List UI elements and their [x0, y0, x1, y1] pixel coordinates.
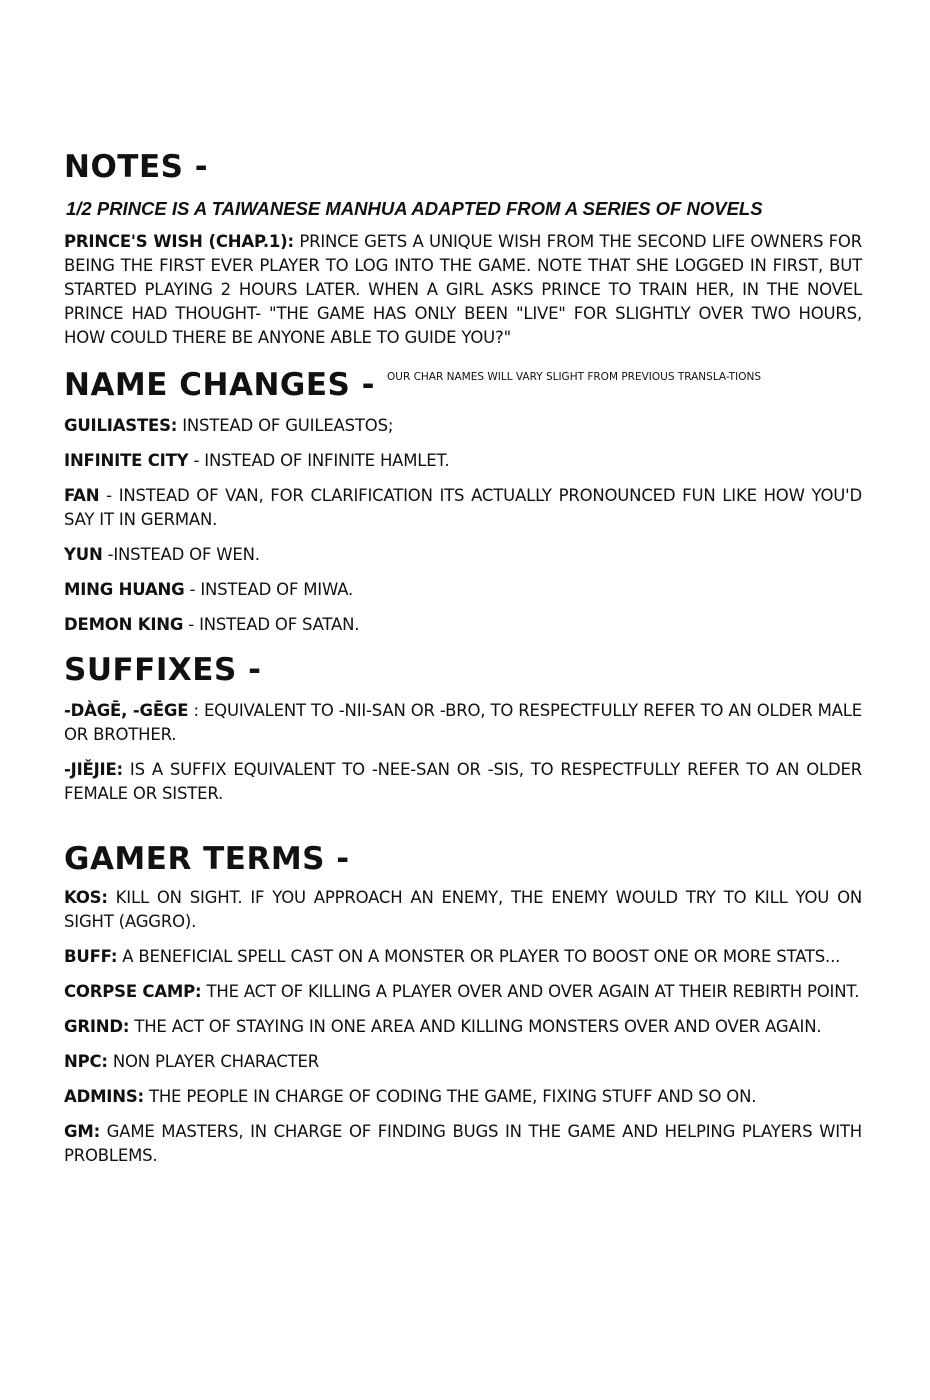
- definition: : EQUIVALENT TO -NII-SAN OR -BRO, TO RESPECTFULLY REFER TO AN OLDER MALE OR BROTHER.: [64, 701, 862, 744]
- definition: INSTEAD OF GUILEASTOS;: [177, 416, 394, 435]
- prince-wish-text: PRINCE GETS A UNIQUE WISH FROM THE SECOND LIFE OWNERS FOR BEING THE FIRST EVER PLAYER TO LOG INTO THE GAME. NOTE THAT SHE LOGGED IN FIRST, BUT STARTED PLAYING 2 HOURS LATER. WHEN A GIRL ASKS PRINCE TO TRAIN HER, IN THE NOVEL PRINCE HAD THOUGHT- "THE GAME HAS ONLY BEEN "LIVE" FOR SLIGHTLY OVER TWO HOURS, HOW COULD THERE BE ANYONE ABLE TO GUIDE YOU?": [64, 232, 862, 347]
- name-change-item: [64, 414, 862, 438]
- intro-part-2: TAIWANESE: [211, 198, 321, 219]
- gamer-term-item: [64, 980, 862, 1004]
- name-change-item: [64, 484, 862, 532]
- name-change-item: [64, 543, 862, 567]
- notes-heading: NOTES -: [64, 149, 209, 185]
- term: INFINITE CITY: [64, 451, 189, 470]
- definition: - INSTEAD OF MIWA.: [184, 580, 354, 599]
- term: CORPSE CAMP:: [64, 982, 202, 1001]
- name-changes-heading: NAME CHANGES -: [64, 367, 375, 403]
- term: -JIĚJIE:: [64, 760, 123, 779]
- gamer-term-item: [64, 1015, 862, 1039]
- definition: - INSTEAD OF VAN, FOR CLARIFICATION ITS ACTUALLY PRONOUNCED FUN LIKE HOW YOU'D SAY IT IN GERMAN.: [64, 486, 862, 529]
- intro-part-3: MANHUA ADAPTED FROM A SERIES OF NOVELS: [320, 198, 763, 219]
- term: GUILIASTES:: [64, 416, 178, 435]
- definition: IS A SUFFIX EQUIVALENT TO -NEE-SAN OR -SIS, TO RESPECTFULLY REFER TO AN OLDER FEMALE OR SISTER.: [64, 760, 862, 803]
- name-change-item: [64, 449, 862, 473]
- term: ADMINS:: [64, 1087, 144, 1106]
- name-changes-header: [64, 366, 862, 404]
- definition: THE ACT OF STAYING IN ONE AREA AND KILLING MONSTERS OVER AND OVER AGAIN.: [129, 1017, 822, 1036]
- term: GRIND:: [64, 1017, 130, 1036]
- suffix-item: [64, 758, 862, 806]
- term: MING HUANG: [64, 580, 185, 599]
- name-change-item: [64, 613, 862, 637]
- definition: THE PEOPLE IN CHARGE OF CODING THE GAME, FIXING STUFF AND SO ON.: [143, 1087, 757, 1106]
- term: YUN: [64, 545, 103, 564]
- definition: KILL ON SIGHT. IF YOU APPROACH AN ENEMY, THE ENEMY WOULD TRY TO KILL YOU ON SIGHT (AGGRO).: [64, 888, 862, 931]
- prince-wish-note: [64, 230, 862, 350]
- definition: - INSTEAD OF SATAN.: [183, 615, 360, 634]
- definition: GAME MASTERS, IN CHARGE OF FINDING BUGS IN THE GAME AND HELPING PLAYERS WITH PROBLEMS.: [64, 1122, 862, 1165]
- term: KOS:: [64, 888, 108, 907]
- gamer-term-item: [64, 1120, 862, 1168]
- gamer-term-item: [64, 1050, 862, 1074]
- term: NPC:: [64, 1052, 108, 1071]
- suffixes-heading: SUFFIXES -: [64, 652, 262, 688]
- term: DEMON KING: [64, 615, 184, 634]
- definition: THE ACT OF KILLING A PLAYER OVER AND OVER AGAIN AT THEIR REBIRTH POINT.: [201, 982, 860, 1001]
- gamer-term-item: [64, 1085, 862, 1109]
- term: GM:: [64, 1122, 100, 1141]
- definition: -INSTEAD OF WEN.: [102, 545, 260, 564]
- gamer-term-item: [64, 945, 862, 969]
- definition: - INSTEAD OF INFINITE HAMLET.: [188, 451, 450, 470]
- term: BUFF:: [64, 947, 118, 966]
- prince-wish-term: PRINCE'S WISH (CHAP.1):: [64, 232, 294, 251]
- gamer-term-item: [64, 886, 862, 934]
- definition: A BENEFICIAL SPELL CAST ON A MONSTER OR PLAYER TO BOOST ONE OR MORE STATS...: [117, 947, 841, 966]
- notes-page: [64, 148, 862, 1179]
- name-changes-note: OUR CHAR NAMES WILL VARY SLIGHT FROM PREVIOUS TRANSLA-TIONS: [387, 371, 761, 383]
- intro-part-1: 1/2 PRINCE IS A: [66, 198, 212, 219]
- suffix-item: [64, 699, 862, 747]
- definition: NON PLAYER CHARACTER: [107, 1052, 320, 1071]
- term: FAN: [64, 486, 100, 505]
- name-change-item: [64, 578, 862, 602]
- term: -DÀGĒ, -GĒGE: [64, 701, 189, 720]
- manhua-intro: [66, 198, 862, 220]
- gamer-terms-heading: GAMER TERMS -: [64, 841, 350, 877]
